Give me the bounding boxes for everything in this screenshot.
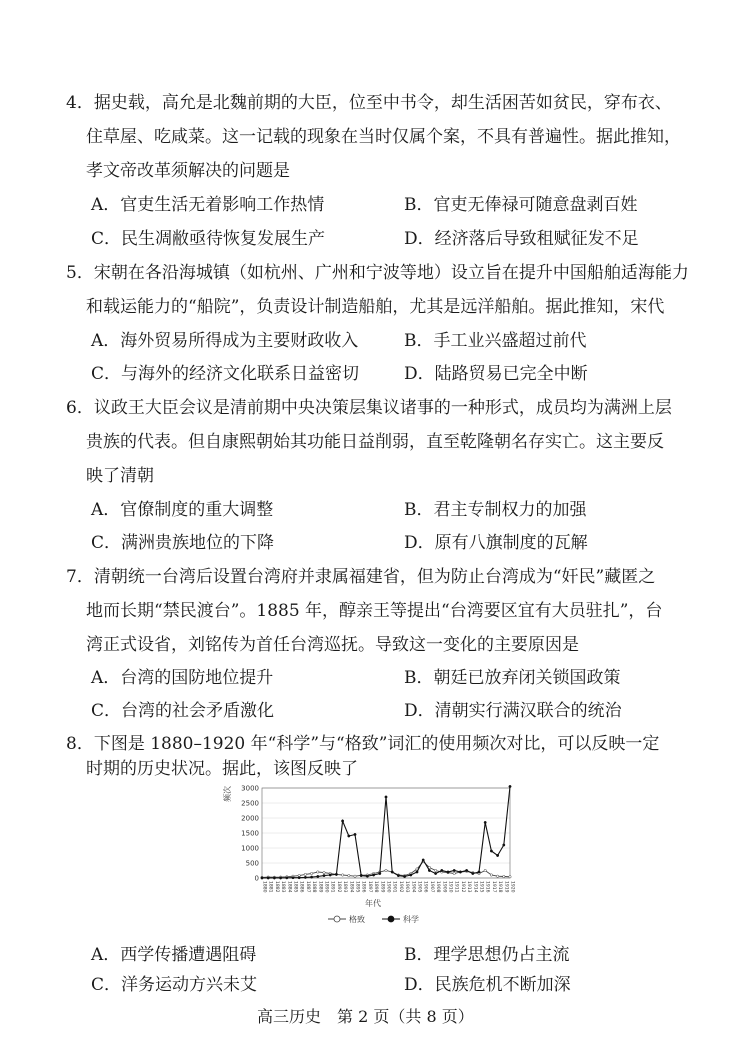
y-tick-label: 3000 [241,784,259,793]
legend-label: 科学 [403,915,419,924]
q8-option-b: B．理学思想仍占主流 [404,945,570,965]
data-point [348,835,350,837]
x-tick-label: 1919 [503,881,509,893]
x-tick-label: 1880 [261,881,267,893]
x-tick-label: 1890 [323,881,329,893]
data-point [403,875,405,877]
chart-x-ticks [262,881,516,893]
q7-option-b: B．朝廷已放弃闭关锁国政策 [404,668,621,688]
x-tick-label: 1888 [311,881,317,893]
data-point [286,877,288,879]
x-tick-label: 1894 [348,881,354,893]
x-tick-label: 1905 [416,881,422,893]
x-tick-label: 1913 [466,881,472,893]
data-point [317,875,319,877]
x-tick-label: 1909 [441,881,447,893]
x-tick-label: 1906 [422,881,428,893]
q7-line-2: 地而长期“禁民渡台”。1885 年，醇亲王等提出“台湾要区宜有大员驻扎”，台 [86,601,663,621]
x-tick-label: 1883 [280,881,286,893]
q6-option-b: B．君主专制权力的加强 [404,500,587,520]
data-point [354,875,356,877]
x-tick-label: 1897 [366,881,372,893]
x-tick-label: 1915 [478,881,484,893]
x-tick-label: 1895 [354,881,360,893]
data-point [310,876,312,878]
q8-option-c: C．洋务运动方兴未艾 [91,975,258,995]
legend-marker [388,916,394,922]
q5-line-1: 5．宋朝在各沿海城镇（如杭州、广州和宁波等地）设立旨在提升中国船舶适海能力 [66,263,689,283]
q7-line-3: 湾正式设省，刘铭传为首任台湾巡抚。导致这一变化的主要原因是 [86,635,579,655]
x-tick-label: 1907 [428,881,434,893]
data-point [372,874,374,876]
x-tick-label: 1893 [342,881,348,893]
q5-option-c: C．与海外的经济文化联系日益密切 [91,364,360,384]
x-tick-label: 1904 [410,881,416,893]
q5-option-a: A．海外贸易所得成为主要财政收入 [91,331,359,351]
data-point [273,877,275,879]
q6-line-2: 贵族的代表。但自康熙朝始其功能日益削弱，直至乾隆朝名存实亡。这主要反 [86,432,664,452]
data-point [416,871,418,873]
y-tick-label: 1000 [241,844,259,853]
x-tick-label: 1914 [472,881,478,893]
data-point [391,871,393,873]
data-point [434,869,436,871]
legend-marker [334,916,340,922]
data-point [453,872,455,874]
x-tick-label: 1889 [317,881,323,893]
data-point [422,859,424,861]
x-tick-label: 1891 [329,881,335,893]
q8-line-1: 8．下图是 1880–1920 年“科学”与“格致”词汇的使用频次对比，可以反映一定 [66,734,660,754]
x-tick-label: 1892 [335,881,341,893]
x-tick-label: 1881 [267,881,273,893]
data-point [354,833,356,835]
data-point [379,872,381,874]
data-point [298,877,300,879]
data-point [496,854,498,856]
q6-option-d: D．原有八旗制度的瓦解 [404,533,588,553]
data-point [323,871,325,873]
data-point [484,821,486,823]
data-point [310,872,312,874]
chart-legend [328,914,419,924]
chart-y-ticks [241,785,259,883]
data-point [304,876,306,878]
data-point [397,874,399,876]
q7-option-a: A．台湾的国防地位提升 [91,668,274,688]
x-tick-label: 1920 [509,881,515,893]
data-point [478,871,480,873]
page-footer: 高三历史 第 2 页（共 8 页） [257,1007,474,1026]
x-tick-label: 1898 [373,881,379,893]
q7-line-1: 7．清朝统一台湾后设置台湾府并隶属福建省，但为防止台湾成为“奸民”藏匿之 [66,567,656,587]
data-point [366,875,368,877]
data-point [335,873,337,875]
data-point [410,874,412,876]
q8-option-d: D．民族危机不断加深 [404,975,571,995]
data-point [304,873,306,875]
x-tick-label: 1917 [490,881,496,893]
x-tick-label: 1882 [273,881,279,893]
q7-option-d: D．清朝实行满汉联合的统治 [404,701,622,721]
data-point [453,869,455,871]
x-tick-label: 1896 [360,881,366,893]
y-tick-label: 500 [245,859,259,868]
x-tick-label: 1918 [497,881,503,893]
x-tick-label: 1916 [484,881,490,893]
q4-option-a: A．官吏生活无着影响工作热情 [91,195,325,215]
q6-line-3: 映了清朝 [86,466,154,486]
q4-line-1: 4．据史载，高允是北魏前期的大臣，位至中书令，却生活困苦如贫民，穿布衣、 [66,93,672,113]
data-point [503,875,505,877]
data-point [341,820,343,822]
data-point [323,874,325,876]
data-point [509,785,511,787]
data-point [484,869,486,871]
y-tick-label: 2000 [241,814,259,823]
data-point [348,874,350,876]
x-tick-label: 1886 [298,881,304,893]
y-tick-label: 0 [254,874,259,883]
x-tick-label: 1910 [447,881,453,893]
q6-option-c: C．满洲贵族地位的下降 [91,533,275,553]
y-tick-label: 2500 [241,799,259,808]
x-tick-label: 1902 [397,881,403,893]
x-tick-label: 1901 [391,881,397,893]
data-point [434,872,436,874]
data-point [341,874,343,876]
data-point [441,869,443,871]
data-point [329,874,331,876]
y-tick-label: 1500 [241,829,259,838]
x-tick-label: 1911 [453,881,459,893]
data-point [279,877,281,879]
q5-option-d: D．陆路贸易已完全中断 [404,364,588,384]
data-point [317,871,319,873]
data-point [496,875,498,877]
q6-line-1: 6．议政王大臣会议是清前期中央决策层集议诸事的一种形式，成员均为满洲上层 [66,398,672,418]
x-tick-label: 1912 [459,881,465,893]
data-point [503,844,505,846]
data-point [459,871,461,873]
q4-line-2: 住草屋、吃咸菜。这一记载的现象在当时仅属个案，不具有普遍性。据此推知， [86,127,681,147]
chart-y-label: 频次 [223,786,232,802]
data-point [360,874,362,876]
series-line-科学 [262,787,510,879]
data-point [267,877,269,879]
data-point [428,869,430,871]
q5-option-b: B．手工业兴盛超过前代 [404,331,587,351]
q7-option-c: C．台湾的社会矛盾激化 [91,701,275,721]
x-tick-label: 1884 [286,881,292,893]
data-point [292,877,294,879]
chart-series [261,785,511,879]
q4-line-3: 孝文帝改革须解决的问题是 [86,161,290,181]
data-point [509,876,511,878]
q4-option-d: D．经济落后导致租赋征发不足 [404,229,639,249]
data-point [261,877,263,879]
data-point [385,869,387,871]
q8-line-2: 时期的历史状况。据此，该图反映了 [86,759,358,779]
data-point [472,872,474,874]
x-tick-label: 1903 [404,881,410,893]
q5-line-2: 和载运能力的“船院”，负责设计制造船舶，尤其是远洋船舶。据此推知，宋代 [86,297,665,317]
legend-label: 格致 [349,915,365,924]
frequency-line-chart [220,780,530,930]
x-tick-label: 1900 [385,881,391,893]
data-point [447,871,449,873]
q6-option-a: A．官僚制度的重大调整 [91,500,274,520]
x-tick-label: 1885 [292,881,298,893]
data-point [490,850,492,852]
x-tick-label: 1887 [304,881,310,893]
chart-x-label: 年代 [365,899,381,908]
data-point [465,869,467,871]
data-point [385,796,387,798]
q8-option-a: A．西学传播遭遇阻碍 [91,945,257,965]
x-tick-label: 1908 [435,881,441,893]
q4-option-b: B．官吏无俸禄可随意盘剥百姓 [404,195,638,215]
data-point [490,874,492,876]
q4-option-c: C．民生凋敝亟待恢复发展生产 [91,229,326,249]
x-tick-label: 1899 [379,881,385,893]
